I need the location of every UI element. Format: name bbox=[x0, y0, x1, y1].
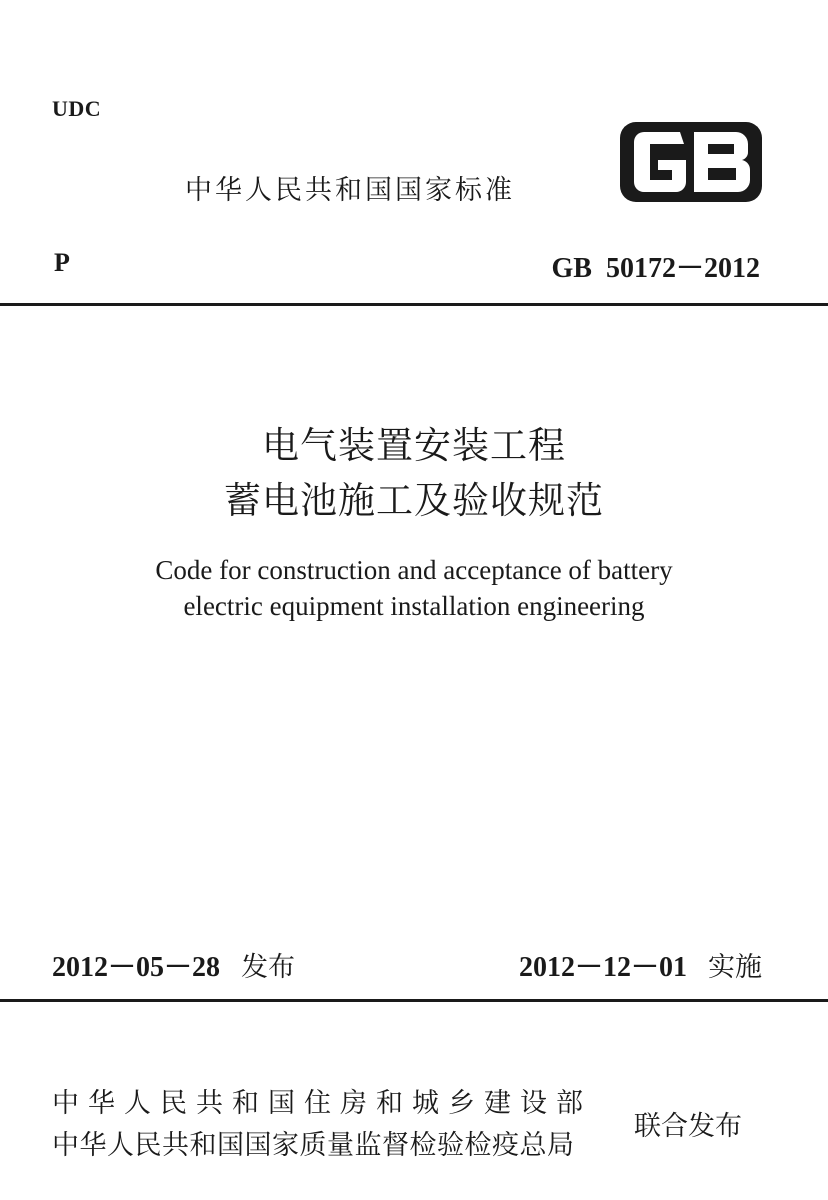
title-english bbox=[0, 552, 828, 624]
issuer-aqsiq: 中华人民共和国国家质量监督检验检疫总局 bbox=[52, 1130, 575, 1161]
issuer-ministry-housing: 中华人民共和国住房和城乡建设部 bbox=[52, 1088, 592, 1119]
issue-date-row bbox=[52, 945, 295, 985]
standard-type: 中华人民共和国国家标准 bbox=[185, 175, 515, 206]
title-cn-line2: 蓄电池施工及验收规范 bbox=[224, 479, 604, 522]
title-en-line2: electric equipment installation engineering bbox=[183, 591, 645, 621]
implement-date-row bbox=[519, 945, 762, 985]
issue-label: 发布 bbox=[241, 952, 296, 983]
issue-date: 2012－05－28 bbox=[52, 952, 221, 983]
implement-date: 2012－12－01 bbox=[518, 952, 687, 983]
title-chinese bbox=[0, 418, 828, 528]
standard-number: GB 50172－2012 bbox=[551, 253, 760, 284]
category-code: P bbox=[54, 248, 70, 277]
divider-top bbox=[0, 303, 828, 306]
implement-label: 实施 bbox=[708, 952, 762, 983]
issuing-authorities bbox=[52, 1083, 592, 1167]
title-en-line1: Code for construction and acceptance of battery bbox=[155, 555, 673, 585]
gb-logo bbox=[618, 120, 764, 204]
title-cn-line1: 电气装置安装工程 bbox=[262, 424, 566, 467]
divider-bottom bbox=[0, 999, 828, 1002]
joint-issue-label: 联合发布 bbox=[634, 1111, 742, 1142]
udc-label: UDC bbox=[52, 96, 102, 121]
